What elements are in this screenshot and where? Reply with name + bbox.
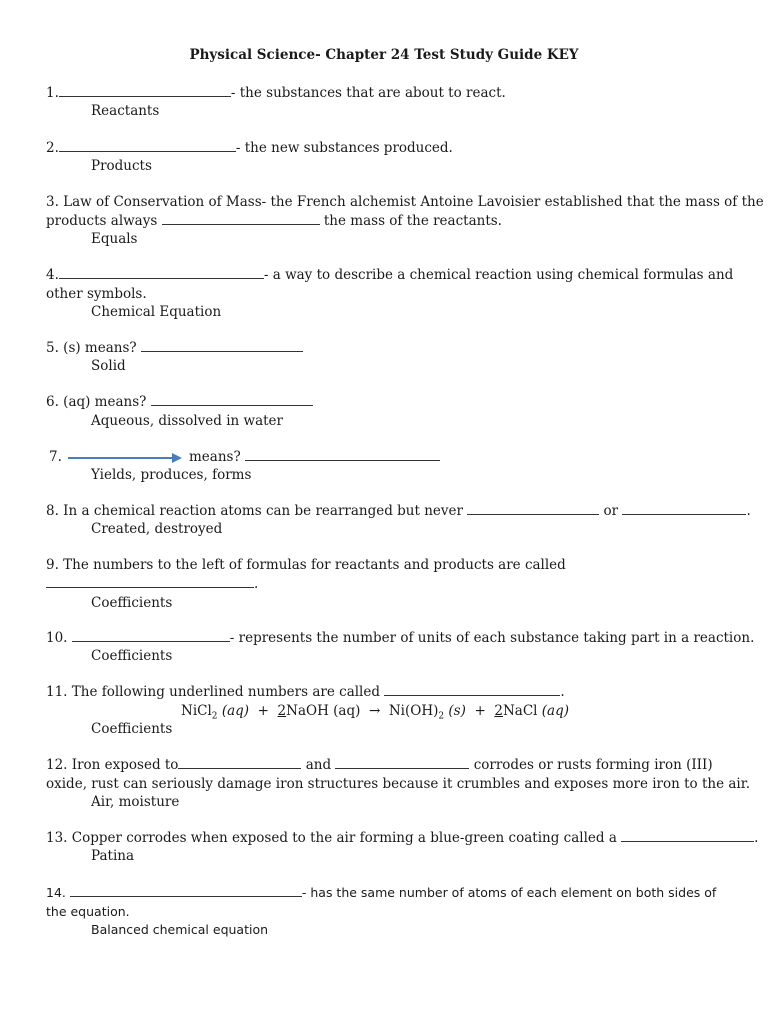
question-12-line1: 12. Iron exposed to and corrodes or rusts forming iron (III) bbox=[46, 757, 713, 773]
answer-5: Solid bbox=[91, 358, 126, 374]
reaction-arrow-icon: → bbox=[368, 703, 381, 719]
chemical-equation: NiCl$_2$ (aq) + 2NaOH $(aq) \to Ni(OH)_2$ (s) + 2NaCl (aq) bbox=[181, 703, 570, 722]
yields-arrow-icon bbox=[66, 451, 184, 465]
question-9-line2: . bbox=[46, 575, 258, 593]
question-9-line1: 9. The numbers to the left of formulas for reactants and products are called bbox=[46, 557, 566, 573]
answer-9: Coefficients bbox=[91, 595, 173, 611]
question-8: 8. In a chemical reaction atoms can be rearranged but never or . bbox=[46, 503, 751, 519]
answer-2: Products bbox=[91, 158, 152, 174]
answer-8: Created, destroyed bbox=[91, 521, 223, 537]
answer-6: Aqueous, dissolved in water bbox=[91, 413, 283, 429]
answer-14: Balanced chemical equation bbox=[91, 922, 269, 937]
question-10: 10. - represents the number of units of each substance taking part in a reaction. bbox=[46, 630, 755, 646]
answer-4: Chemical Equation bbox=[91, 304, 222, 320]
answer-1: Reactants bbox=[91, 103, 160, 119]
question-4-line2: other symbols. bbox=[46, 286, 147, 302]
question-11: 11. The following underlined numbers are called . bbox=[46, 684, 565, 700]
underlined-coefficient: 2 bbox=[277, 703, 287, 719]
question-3-line1: 3. Law of Conservation of Mass- the French alchemist Antoine Lavoisier established that the mass of the bbox=[46, 194, 764, 210]
page-title: Physical Science- Chapter 24 Test Study Guide KEY bbox=[189, 47, 579, 63]
answer-13: Patina bbox=[91, 848, 135, 864]
answer-10: Coefficients bbox=[91, 648, 173, 664]
question-4-line1: 4. - a way to describe a chemical reaction using chemical formulas and bbox=[46, 267, 734, 283]
answer-12: Air, moisture bbox=[91, 794, 180, 810]
underlined-coefficient: 2 bbox=[494, 703, 503, 719]
question-7: means? bbox=[189, 448, 440, 466]
answer-11: Coefficients bbox=[91, 721, 173, 737]
question-5: 5. (s) means? bbox=[46, 339, 303, 357]
question-2: 2. - the new substances produced. bbox=[46, 140, 453, 156]
question-14-line2: the equation. bbox=[46, 904, 130, 919]
question-7-number: 7. bbox=[49, 449, 62, 465]
answer-7: Yields, produces, forms bbox=[91, 467, 252, 483]
question-12-line2: oxide, rust can seriously damage iron structures because it crumbles and exposes more iron to the air. bbox=[46, 776, 750, 792]
question-6: 6. (aq) means? bbox=[46, 393, 313, 411]
question-14-line1: 14. - has the same number of atoms of each element on both sides of bbox=[46, 885, 717, 900]
question-3-line2: products always the mass of the reactants. bbox=[46, 213, 502, 229]
question-1: 1. - the substances that are about to react. bbox=[46, 85, 506, 101]
answer-3: Equals bbox=[91, 231, 138, 247]
question-13: 13. Copper corrodes when exposed to the air forming a blue-green coating called a . bbox=[46, 830, 759, 846]
